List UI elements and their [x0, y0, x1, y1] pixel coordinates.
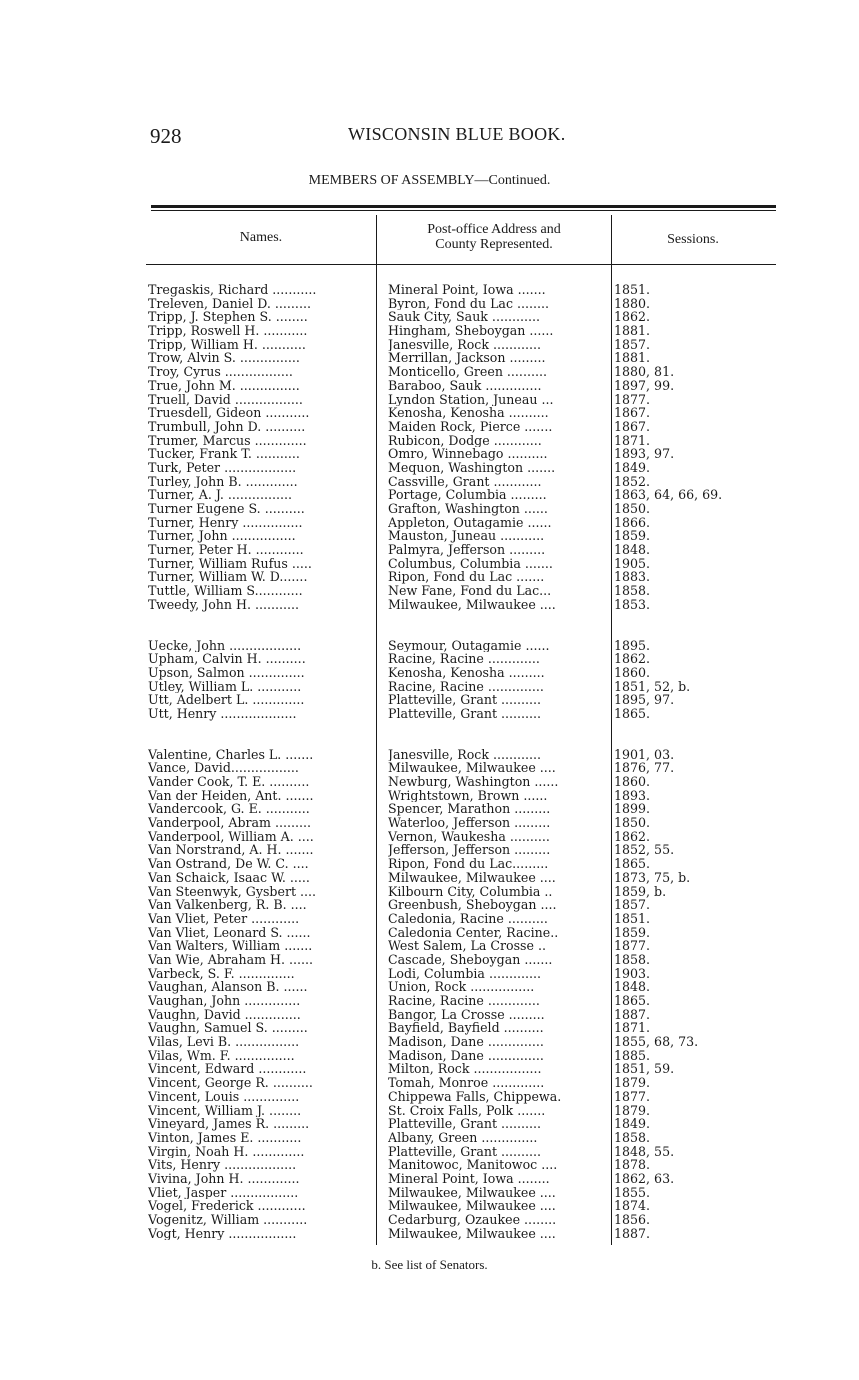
member-name: Tucker, Frank T. ...........	[148, 447, 300, 461]
post-office-address: Milwaukee, Milwaukee ....	[388, 597, 556, 612]
table-row	[0, 1104, 859, 1118]
table-row	[0, 1199, 859, 1213]
column-header-post-office	[378, 222, 610, 252]
table-row	[0, 843, 859, 857]
post-office-address: Madison, Dane ..............	[388, 1035, 544, 1049]
member-name: Van der Heiden, Ant. .......	[148, 788, 314, 803]
sessions-value: 1848, 55.	[614, 1144, 675, 1159]
post-office-address: Madison, Dane ..............	[388, 1048, 544, 1063]
post-office-address: Jefferson, Jefferson .........	[388, 843, 551, 858]
member-name: Vincent, Edward ............	[148, 1062, 307, 1077]
sessions-value: 1858.	[614, 952, 651, 967]
table-row	[0, 283, 859, 297]
sessions-value: 1850.	[614, 502, 651, 516]
sessions-value: 1885.	[614, 1048, 651, 1063]
sessions-value: 1865.	[614, 706, 651, 721]
column-header-post-office-line2: County Represented.	[435, 237, 553, 252]
member-name: Tregaskis, Richard ...........	[148, 283, 317, 297]
member-name: Vogel, Frederick ............	[148, 1199, 306, 1214]
member-name: Trumer, Marcus .............	[148, 433, 307, 448]
member-name: Vander Cook, T. E. ..........	[148, 775, 310, 789]
post-office-address: Columbus, Columbia .......	[388, 556, 553, 571]
table-row	[0, 1076, 859, 1090]
sessions-value: 1879.	[614, 1076, 651, 1090]
table-row	[0, 1186, 859, 1200]
sessions-value: 1863, 64, 66, 69.	[614, 488, 723, 503]
post-office-address: Cedarburg, Ozaukee ........	[388, 1213, 557, 1227]
member-group	[0, 283, 859, 612]
member-name: Turner, Peter H. ............	[148, 543, 304, 557]
post-office-address: Platteville, Grant ..........	[388, 1117, 542, 1131]
sessions-value: 1877.	[614, 1089, 651, 1104]
table-row	[0, 830, 859, 844]
member-name: Vandercook, G. E. ...........	[148, 802, 310, 817]
sessions-value: 1873, 75, b.	[614, 870, 691, 885]
post-office-address: St. Croix Falls, Polk .......	[388, 1103, 546, 1118]
member-name: Vogenitz, William ...........	[148, 1213, 308, 1227]
post-office-address: Racine, Racine .............	[388, 652, 540, 666]
member-name: Vincent, Louis ..............	[148, 1089, 300, 1104]
sessions-value: 1857.	[614, 898, 651, 912]
table-row	[0, 980, 859, 994]
members-table-body	[0, 283, 859, 1267]
table-row	[0, 1131, 859, 1145]
member-name: Utley, William L. ...........	[148, 679, 302, 694]
member-name: Upson, Salmon ..............	[148, 665, 305, 680]
member-name: Tripp, J. Stephen S. ........	[148, 310, 308, 325]
table-row	[0, 639, 859, 653]
table-row	[0, 802, 859, 816]
sessions-value: 1859.	[614, 925, 651, 940]
table-row	[0, 1172, 859, 1186]
member-name: Troy, Cyrus .................	[148, 365, 293, 379]
post-office-address: Bangor, La Crosse .........	[388, 1007, 545, 1022]
table-row	[0, 926, 859, 940]
table-row	[0, 994, 859, 1008]
sessions-value: 1852, 55.	[614, 843, 675, 858]
sessions-value: 1855.	[614, 1185, 651, 1200]
member-name: Vincent, George R. ..........	[148, 1076, 313, 1090]
table-row	[0, 420, 859, 434]
post-office-address: Kilbourn City, Columbia ..	[388, 884, 553, 899]
member-name: Vincent, William J. ........	[148, 1103, 302, 1118]
table-row	[0, 502, 859, 516]
member-name: Vilas, Levi B. ................	[148, 1035, 300, 1049]
sessions-value: 1893, 97.	[614, 447, 675, 461]
sessions-value: 1851.	[614, 283, 651, 297]
member-name: Truesdell, Gideon ...........	[148, 406, 310, 420]
table-row	[0, 461, 859, 475]
table-row	[0, 857, 859, 871]
top-rule-thick	[151, 205, 776, 208]
sessions-value: 1865.	[614, 994, 651, 1008]
member-name: Turner, John ................	[148, 529, 296, 544]
sessions-value: 1851, 59.	[614, 1062, 675, 1077]
table-row	[0, 1090, 859, 1104]
member-name: Virgin, Noah H. .............	[148, 1144, 305, 1159]
member-name: Tripp, William H. ...........	[148, 337, 306, 352]
table-row	[0, 666, 859, 680]
member-name: True, John M. ...............	[148, 378, 300, 393]
member-name: Tuttle, William S............	[148, 584, 303, 598]
post-office-address: Baraboo, Sauk ..............	[388, 378, 542, 393]
post-office-address: Manitowoc, Manitowoc ....	[388, 1158, 558, 1172]
member-name: Vanderpool, William A. ....	[148, 829, 314, 844]
post-office-address: Mineral Point, Iowa ........	[388, 1171, 550, 1186]
sessions-value: 1895.	[614, 638, 651, 653]
column-header-names: Names.	[239, 230, 283, 245]
table-row	[0, 543, 859, 557]
post-office-address: Tomah, Monroe .............	[388, 1076, 545, 1090]
page-number: 928	[150, 124, 182, 148]
column-header-post-office-line1: Post-office Address and	[427, 222, 561, 237]
member-name: Valentine, Charles L. .......	[148, 747, 314, 762]
post-office-address: Milwaukee, Milwaukee ....	[388, 870, 556, 885]
sessions-value: 1859.	[614, 529, 651, 544]
member-name: Uecke, John ..................	[148, 638, 302, 653]
member-name: Treleven, Daniel D. .........	[148, 296, 311, 311]
sessions-value: 1874.	[614, 1199, 651, 1214]
sessions-value: 1856.	[614, 1213, 651, 1227]
post-office-address: Sauk City, Sauk ............	[388, 310, 540, 325]
sessions-value: 1879.	[614, 1103, 651, 1118]
post-office-address: Lodi, Columbia .............	[388, 966, 541, 981]
member-name: Vaughan, Alanson B. ......	[148, 980, 308, 995]
post-office-address: Seymour, Outagamie ......	[388, 638, 550, 653]
post-office-address: Milwaukee, Milwaukee ....	[388, 1199, 556, 1214]
post-office-address: Appleton, Outagamie ......	[388, 515, 552, 530]
member-name: Vanderpool, Abram .........	[148, 816, 312, 830]
sessions-value: 1905.	[614, 556, 651, 571]
sessions-value: 1849.	[614, 460, 651, 475]
table-row	[0, 406, 859, 420]
table-row	[0, 1008, 859, 1022]
post-office-address: Lyndon Station, Juneau ...	[388, 392, 554, 407]
sessions-value: 1876, 77.	[614, 761, 675, 776]
sessions-value: 1848.	[614, 543, 651, 557]
sessions-value: 1862.	[614, 310, 651, 325]
sessions-value: 1862.	[614, 652, 651, 666]
post-office-address: Racine, Racine ..............	[388, 679, 544, 694]
member-name: Turner, William W. D.......	[148, 570, 308, 585]
member-name: Trow, Alvin S. ...............	[148, 351, 300, 366]
member-name: Van Norstrand, A. H. .......	[148, 843, 314, 858]
post-office-address: Portage, Columbia .........	[388, 488, 547, 503]
sessions-value: 1887.	[614, 1226, 651, 1241]
sessions-value: 1855, 68, 73.	[614, 1035, 699, 1049]
table-row	[0, 351, 859, 365]
table-row	[0, 1021, 859, 1035]
sessions-value: 1867.	[614, 419, 651, 434]
sessions-value: 1859, b.	[614, 884, 667, 899]
post-office-address: Platteville, Grant ..........	[388, 1144, 542, 1159]
member-name: Turner, Henry ...............	[148, 515, 303, 530]
table-row	[0, 953, 859, 967]
table-row	[0, 693, 859, 707]
header-bottom-rule	[146, 264, 776, 265]
member-name: Utt, Adelbert L. .............	[148, 693, 305, 707]
post-office-address: Kenosha, Kenosha ..........	[388, 406, 549, 420]
table-row	[0, 816, 859, 830]
post-office-address: Racine, Racine .............	[388, 994, 540, 1008]
post-office-address: Grafton, Washington ......	[388, 502, 548, 516]
member-name: Van Walters, William .......	[148, 939, 313, 953]
post-office-address: Milton, Rock .................	[388, 1062, 542, 1077]
post-office-address: Janesville, Rock ............	[388, 747, 542, 762]
post-office-address: Omro, Winnebago ..........	[388, 447, 548, 461]
post-office-address: Cassville, Grant ............	[388, 474, 542, 489]
post-office-address: Mineral Point, Iowa .......	[388, 283, 546, 297]
sessions-value: 1881.	[614, 324, 651, 338]
table-row	[0, 707, 859, 721]
sessions-value: 1850.	[614, 816, 651, 830]
member-name: Van Steenwyk, Gysbert ....	[148, 884, 317, 899]
table-row	[0, 1062, 859, 1076]
member-name: Vineyard, James R. .........	[148, 1117, 310, 1131]
post-office-address: Chippewa Falls, Chippewa.	[388, 1089, 562, 1104]
member-name: Vaughn, David ..............	[148, 1007, 301, 1022]
table-row	[0, 338, 859, 352]
post-office-address: Milwaukee, Milwaukee ....	[388, 761, 556, 776]
post-office-address: Platteville, Grant ..........	[388, 693, 542, 707]
post-office-address: Spencer, Marathon .........	[388, 802, 551, 817]
table-row	[0, 652, 859, 666]
table-row	[0, 748, 859, 762]
table-row	[0, 570, 859, 584]
sessions-value: 1871.	[614, 1021, 651, 1036]
member-name: Trumbull, John D. ..........	[148, 419, 306, 434]
sessions-value: 1853.	[614, 597, 651, 612]
member-name: Truell, David .................	[148, 392, 303, 407]
sessions-value: 1851.	[614, 911, 651, 926]
footnote: b. See list of Senators.	[371, 1257, 488, 1272]
table-row	[0, 967, 859, 981]
sessions-value: 1880.	[614, 296, 651, 311]
member-name: Vogt, Henry .................	[148, 1226, 297, 1241]
member-name: Varbeck, S. F. ..............	[148, 966, 295, 981]
table-row	[0, 898, 859, 912]
member-name: Tripp, Roswell H. ...........	[148, 324, 308, 338]
section-title: MEMBERS OF ASSEMBLY—Continued.	[308, 173, 551, 188]
sessions-value: 1860.	[614, 665, 651, 680]
sessions-value: 1895, 97.	[614, 693, 675, 707]
table-row	[0, 447, 859, 461]
table-row	[0, 297, 859, 311]
member-name: Turner, William Rufus .....	[148, 556, 312, 571]
post-office-address: Newburg, Washington ......	[388, 775, 559, 789]
sessions-value: 1858.	[614, 1130, 651, 1145]
sessions-value: 1857.	[614, 337, 651, 352]
post-office-address: Janesville, Rock ............	[388, 337, 542, 352]
sessions-value: 1903.	[614, 966, 651, 981]
table-row	[0, 379, 859, 393]
post-office-address: Rubicon, Dodge ............	[388, 433, 542, 448]
post-office-address: Platteville, Grant ..........	[388, 706, 542, 721]
post-office-address: Caledonia, Racine ..........	[388, 911, 548, 926]
sessions-value: 1893.	[614, 788, 651, 803]
post-office-address: Union, Rock ................	[388, 980, 535, 995]
member-name: Utt, Henry ...................	[148, 706, 297, 721]
table-row	[0, 1158, 859, 1172]
post-office-address: Merrillan, Jackson .........	[388, 351, 546, 366]
table-row	[0, 680, 859, 694]
table-row	[0, 310, 859, 324]
sessions-value: 1877.	[614, 392, 651, 407]
table-row	[0, 885, 859, 899]
post-office-address: Bayfield, Bayfield ..........	[388, 1021, 544, 1036]
table-row	[0, 1117, 859, 1131]
table-row	[0, 529, 859, 543]
table-row	[0, 939, 859, 953]
post-office-address: Vernon, Waukesha ..........	[388, 829, 550, 844]
member-name: Turley, John B. .............	[148, 474, 298, 489]
column-header-sessions: Sessions.	[667, 232, 719, 247]
table-row	[0, 475, 859, 489]
top-rule-thin	[151, 210, 776, 211]
sessions-value: 1858.	[614, 584, 651, 598]
table-row	[0, 775, 859, 789]
sessions-value: 1862, 63.	[614, 1171, 675, 1186]
sessions-value: 1860.	[614, 775, 651, 789]
sessions-value: 1881.	[614, 351, 651, 366]
table-row	[0, 761, 859, 775]
member-group	[0, 639, 859, 721]
post-office-address: Wrightstown, Brown ......	[388, 788, 548, 803]
sessions-value: 1897, 99.	[614, 378, 675, 393]
member-name: Vaughan, John ..............	[148, 994, 301, 1008]
member-name: Van Valkenberg, R. B. ....	[148, 898, 307, 912]
table-row	[0, 516, 859, 530]
sessions-value: 1865.	[614, 857, 651, 871]
table-row	[0, 1227, 859, 1241]
member-name: Van Ostrand, De W. C. ....	[148, 857, 309, 871]
table-row	[0, 1035, 859, 1049]
post-office-address: Greenbush, Sheboygan ....	[388, 898, 557, 912]
member-name: Vivina, John H. .............	[148, 1171, 300, 1186]
sessions-value: 1883.	[614, 570, 651, 585]
sessions-value: 1848.	[614, 980, 651, 995]
sessions-value: 1878.	[614, 1158, 651, 1172]
table-row	[0, 789, 859, 803]
post-office-address: Palmyra, Jefferson .........	[388, 543, 546, 557]
sessions-value: 1899.	[614, 802, 651, 817]
post-office-address: Albany, Green ..............	[388, 1130, 538, 1145]
member-name: Vance, David.................	[148, 761, 299, 776]
member-name: Van Schaick, Isaac W. .....	[148, 870, 310, 885]
table-row	[0, 365, 859, 379]
member-name: Vilas, Wm. F. ...............	[148, 1048, 295, 1063]
running-title: WISCONSIN BLUE BOOK.	[348, 124, 566, 144]
post-office-address: Mequon, Washington .......	[388, 460, 556, 475]
post-office-address: Hingham, Sheboygan ......	[388, 324, 554, 338]
member-group	[0, 748, 859, 1241]
post-office-address: Ripon, Fond du Lac.........	[388, 857, 549, 871]
post-office-address: Caledonia Center, Racine..	[388, 925, 559, 940]
table-row	[0, 1213, 859, 1227]
sessions-value: 1871.	[614, 433, 651, 448]
sessions-value: 1866.	[614, 515, 651, 530]
member-name: Tweedy, John H. ...........	[148, 597, 300, 612]
post-office-address: West Salem, La Crosse ..	[388, 939, 546, 953]
member-name: Van Vliet, Peter ............	[148, 911, 300, 926]
sessions-value: 1852.	[614, 474, 651, 489]
member-name: Turner, A. J. ................	[148, 488, 292, 503]
post-office-address: Milwaukee, Milwaukee ....	[388, 1185, 556, 1200]
member-name: Upham, Calvin H. ..........	[148, 652, 306, 666]
post-office-address: Maiden Rock, Pierce .......	[388, 419, 553, 434]
post-office-address: Monticello, Green ..........	[388, 365, 547, 379]
table-row	[0, 324, 859, 338]
post-office-address: Byron, Fond du Lac ........	[388, 296, 550, 311]
table-row	[0, 434, 859, 448]
sessions-value: 1867.	[614, 406, 651, 420]
table-row	[0, 584, 859, 598]
post-office-address: Kenosha, Kenosha .........	[388, 665, 545, 680]
member-name: Vits, Henry ..................	[148, 1158, 297, 1172]
sessions-value: 1901, 03.	[614, 747, 675, 762]
sessions-value: 1849.	[614, 1117, 651, 1131]
member-name: Turk, Peter ..................	[148, 460, 297, 475]
member-name: Van Vliet, Leonard S. ......	[148, 925, 311, 940]
post-office-address: Milwaukee, Milwaukee ....	[388, 1226, 556, 1241]
post-office-address: Ripon, Fond du Lac .......	[388, 570, 545, 585]
post-office-address: New Fane, Fond du Lac...	[388, 584, 552, 598]
member-name: Turner Eugene S. ..........	[148, 502, 305, 516]
table-row	[0, 1049, 859, 1063]
sessions-value: 1880, 81.	[614, 365, 675, 379]
table-row	[0, 1145, 859, 1159]
post-office-address: Waterloo, Jefferson .........	[388, 816, 551, 830]
member-name: Vaughn, Samuel S. .........	[148, 1021, 308, 1036]
member-name: Vliet, Jasper .................	[148, 1185, 299, 1200]
post-office-address: Mauston, Juneau ...........	[388, 529, 545, 544]
table-row	[0, 488, 859, 502]
sessions-value: 1862.	[614, 829, 651, 844]
member-name: Vinton, James E. ...........	[148, 1130, 302, 1145]
table-row	[0, 557, 859, 571]
member-name: Van Wie, Abraham H. ......	[148, 952, 314, 967]
table-row	[0, 871, 859, 885]
sessions-value: 1887.	[614, 1007, 651, 1022]
sessions-value: 1877.	[614, 939, 651, 953]
sessions-value: 1851, 52, b.	[614, 679, 691, 694]
table-row	[0, 912, 859, 926]
table-row	[0, 598, 859, 612]
post-office-address: Cascade, Sheboygan .......	[388, 952, 553, 967]
table-row	[0, 393, 859, 407]
